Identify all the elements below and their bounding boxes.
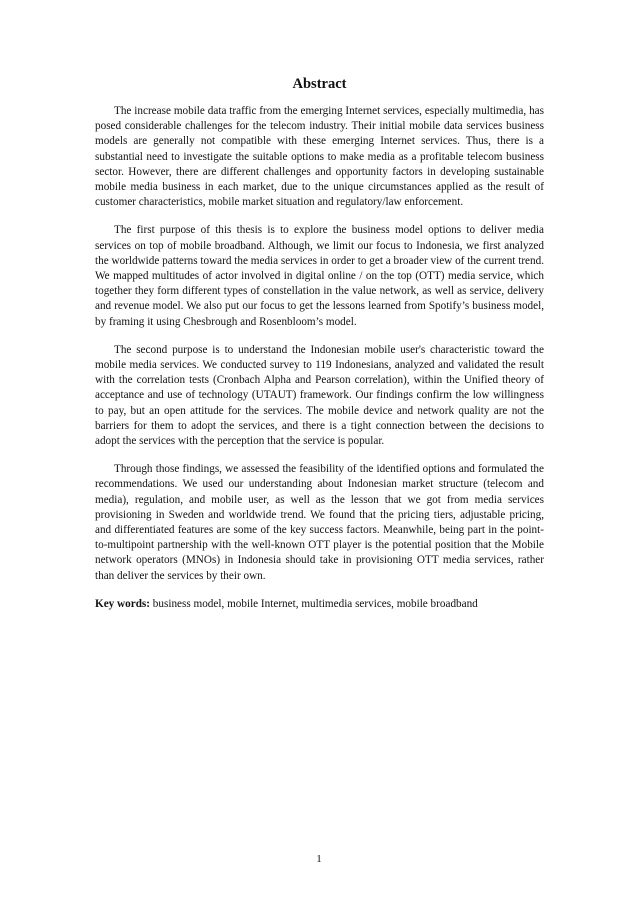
abstract-paragraph-4: Through those findings, we assessed the feasibility of the identified options and formulated the recommendations. We used our understanding about Indonesian market structure (telecom and media), regulation, and mobile user, as well as the lesson that we got from media services provisioning in Sweden and worldwide trend. We found that the pricing tiers, adjustable pricing, and differentiated features are some of the key success factors. Meanwhile, being part in the point-to-multipoint partnership with the well-known OTT player is the potential position that the Mobile network operators (MNOs) in Indonesia should take in provisioning OTT media services, rather than deliver the services by their own.: [95, 463, 544, 582]
keywords-line: [95, 597, 544, 612]
abstract-section: [95, 76, 544, 612]
abstract-paragraph-1: The increase mobile data traffic from the emerging Internet services, especially multimedia, has posed considerable challenges for the telecom industry. Their initial mobile data services business models are generally not compatible with these emerging Internet services. Thus, there is a substantial need to investigate the suitable options to make media as a profitable telecom business sector. However, there are different challenges and opportunity factors in developing sustainable mobile media business in each market, due to the unique circumstances applied as the result of customer characteristics, mobile market situation and regulatory/law enforcement.: [95, 105, 544, 209]
abstract-paragraph-3: The second purpose is to understand the Indonesian mobile user's characteristic toward the mobile media services. We conducted survey to 119 Indonesians, analyzed and validated the result with the correlation tests (Cronbach Alpha and Pearson correlation), within the Unified theory of acceptance and use of technology (UTAUT) framework. Our findings confirm the low willingness to pay, but an open attitude for the services. The mobile device and network quality are not the barriers for them to adopt the services, and there is a tight connection between the decisions to adopt the services with the perception that the service is popular.: [95, 343, 544, 448]
abstract-paragraph-2: The first purpose of this thesis is to explore the business model options to deliver media services on top of mobile broadband. Although, we limit our focus to Indonesia, we first analyzed the worldwide patterns toward the media services in order to get a broader view of the current trend. We mapped multitudes of actor involved in digital online / on the top (OTT) media service, which together they form different types of constellation in the value network, as well as service, delivery and revenue model. We also put our focus to get the lessons learned from Spotify’s business model, by framing it using Chesbrough and Rosenbloom’s model.: [95, 224, 544, 328]
page-number: 1: [316, 853, 322, 865]
keywords-label: Key words:: [95, 597, 150, 610]
keywords-text: business model, mobile Internet, multimedia services, mobile broadband: [152, 597, 478, 610]
abstract-title: Abstract: [292, 76, 347, 92]
